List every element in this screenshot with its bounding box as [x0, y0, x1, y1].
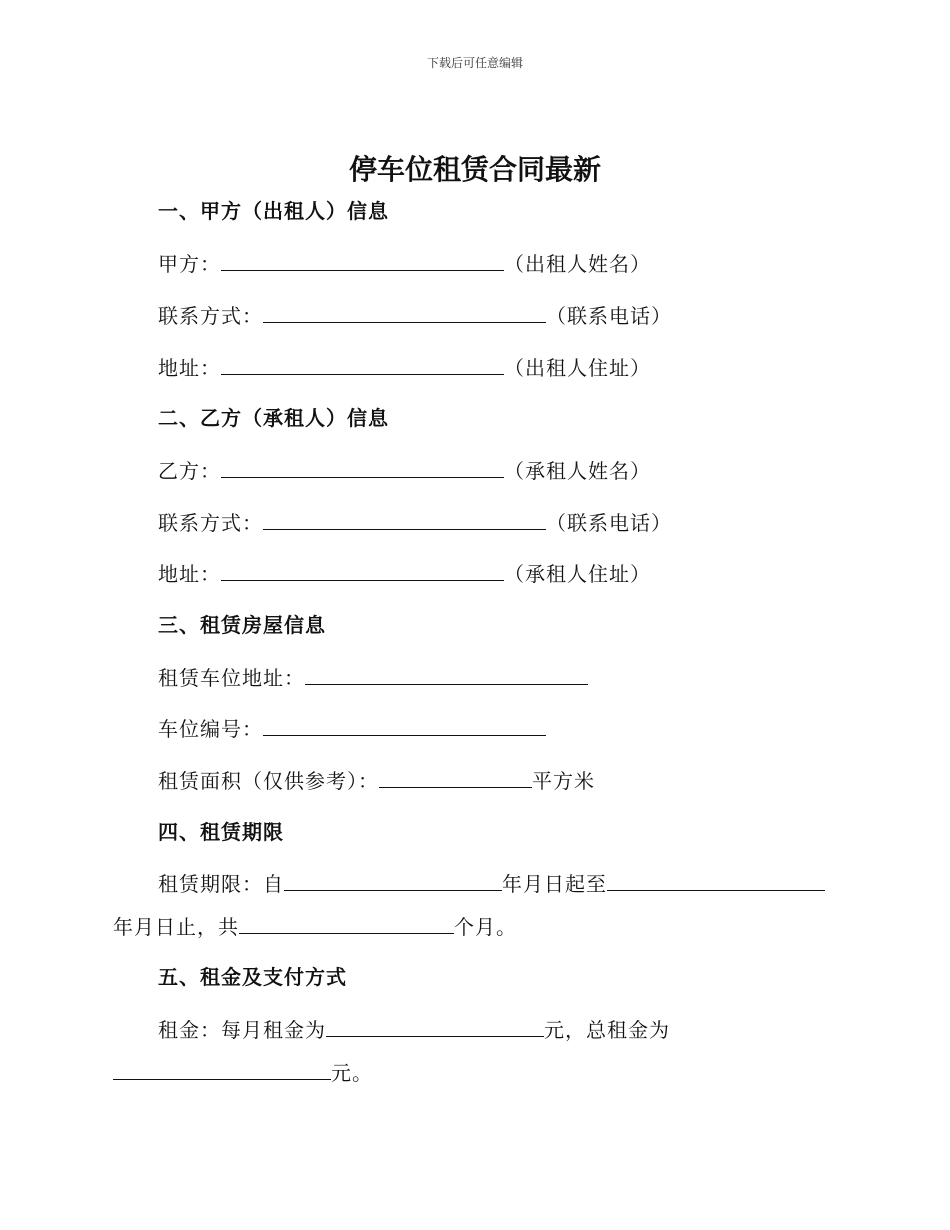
parking-location-row [158, 662, 588, 692]
rent-row [158, 1014, 670, 1044]
lease-months-blank[interactable] [239, 911, 454, 934]
lease-term-row-2 [113, 911, 517, 941]
section-3-heading: 三、租赁房屋信息 [158, 613, 326, 637]
party-b-contact-hint: （联系电话） [546, 511, 672, 535]
party-a-name-blank[interactable] [221, 248, 504, 271]
party-b-name-row [158, 455, 651, 485]
parking-number-blank[interactable] [263, 713, 546, 736]
parking-number-row [158, 713, 546, 743]
total-rent-blank[interactable] [113, 1057, 331, 1080]
party-b-name-label: 乙方： [158, 459, 221, 483]
party-a-name-row [158, 248, 651, 278]
lease-end-blank[interactable] [607, 868, 825, 891]
party-a-address-row [158, 352, 651, 382]
rent-mid: 元，总租金为 [544, 1018, 670, 1042]
lease-term-mid: 年月日起至 [502, 872, 607, 896]
rental-area-blank[interactable] [379, 765, 532, 788]
monthly-rent-blank[interactable] [326, 1014, 544, 1037]
party-b-address-hint: （承租人住址） [504, 562, 651, 586]
party-b-name-blank[interactable] [221, 455, 504, 478]
party-a-name-hint: （出租人姓名） [504, 252, 651, 276]
party-b-contact-label: 联系方式： [158, 511, 263, 535]
lease-term-row [158, 868, 825, 898]
rental-area-row [158, 765, 595, 795]
rent-row-2 [113, 1057, 373, 1087]
parking-location-label: 租赁车位地址： [158, 666, 305, 690]
party-b-address-blank[interactable] [221, 558, 504, 581]
party-b-contact-blank[interactable] [263, 507, 546, 530]
section-1-heading: 一、甲方（出租人）信息 [158, 199, 389, 223]
document-title: 停车位租赁合同最新 [348, 153, 601, 186]
lease-term-prefix: 租赁期限：自 [158, 872, 284, 896]
party-b-contact-row [158, 507, 672, 537]
section-5-heading: 五、租金及支付方式 [158, 965, 347, 989]
lease-start-blank[interactable] [284, 868, 502, 891]
lease-term-line2-prefix: 年月日止，共 [113, 915, 239, 939]
header-note: 下载后可任意编辑 [426, 56, 523, 70]
party-a-address-blank[interactable] [221, 352, 504, 375]
party-a-contact-row [158, 300, 672, 330]
party-b-address-row [158, 558, 651, 588]
rental-area-unit: 平方米 [532, 769, 595, 793]
rental-area-label: 租赁面积（仅供参考）： [158, 769, 379, 793]
party-b-address-label: 地址： [158, 562, 221, 586]
rent-suffix: 元。 [331, 1061, 373, 1085]
party-a-name-label: 甲方： [158, 252, 221, 276]
party-b-name-hint: （承租人姓名） [504, 459, 651, 483]
parking-location-blank[interactable] [305, 662, 588, 685]
party-a-contact-hint: （联系电话） [546, 304, 672, 328]
section-4-heading: 四、租赁期限 [158, 820, 284, 844]
party-a-address-hint: （出租人住址） [504, 356, 651, 380]
party-a-contact-label: 联系方式： [158, 304, 263, 328]
party-a-contact-blank[interactable] [263, 300, 546, 323]
rent-prefix: 租金：每月租金为 [158, 1018, 326, 1042]
lease-term-line2-suffix: 个月。 [454, 915, 517, 939]
party-a-address-label: 地址： [158, 356, 221, 380]
section-2-heading: 二、乙方（承租人）信息 [158, 406, 389, 430]
parking-number-label: 车位编号： [158, 717, 263, 741]
